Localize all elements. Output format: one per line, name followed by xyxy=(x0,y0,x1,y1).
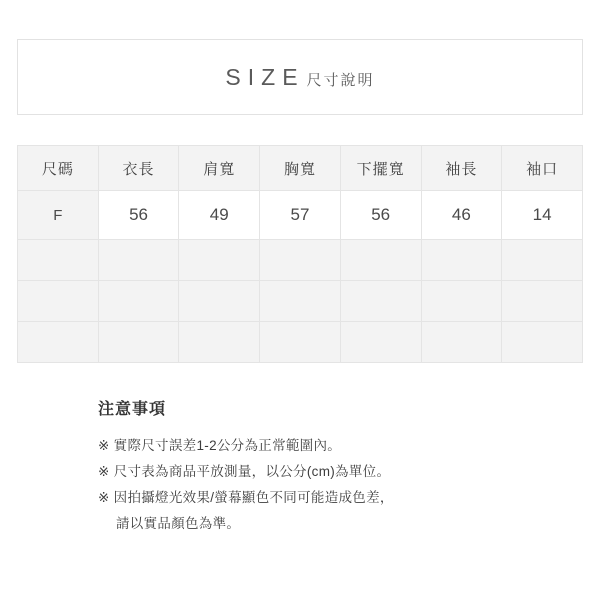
table-cell-empty xyxy=(260,281,341,322)
table-cell-empty xyxy=(340,281,421,322)
table-cell: 57 xyxy=(260,191,341,240)
table-cell-empty xyxy=(98,240,179,281)
table-cell-empty xyxy=(18,240,99,281)
table-header-cell: 肩寬 xyxy=(179,146,260,191)
size-table xyxy=(17,145,583,363)
table-header-cell: 下擺寬 xyxy=(340,146,421,191)
table-header-row xyxy=(18,146,583,191)
table-cell-empty xyxy=(98,281,179,322)
table-cell-empty xyxy=(260,322,341,363)
table-cell: 49 xyxy=(179,191,260,240)
table-cell-empty xyxy=(260,240,341,281)
note-line: ※ 因拍攝燈光效果/螢幕顯色不同可能造成色差， xyxy=(98,490,394,505)
table-header-cell: 袖口 xyxy=(502,146,583,191)
table-cell-empty xyxy=(421,281,502,322)
table-cell-empty xyxy=(340,240,421,281)
notes-title: 注意事項 xyxy=(98,401,167,418)
table-header-cell: 袖長 xyxy=(421,146,502,191)
table-header-cell: 尺碼 xyxy=(18,146,99,191)
table-cell-empty xyxy=(98,322,179,363)
note-line: ※ 尺寸表為商品平放測量，以公分(cm)為單位。 xyxy=(98,464,391,479)
table-cell-empty xyxy=(421,322,502,363)
table-header-cell: 胸寬 xyxy=(260,146,341,191)
table-cell-empty xyxy=(502,240,583,281)
table-cell-empty xyxy=(18,322,99,363)
table-cell-empty xyxy=(502,281,583,322)
size-title-zh: 尺寸說明 xyxy=(306,71,375,89)
size-title-band xyxy=(17,39,583,115)
table-cell-empty xyxy=(421,240,502,281)
table-cell-size: F xyxy=(18,191,99,240)
table-cell-empty xyxy=(340,322,421,363)
table-cell-empty xyxy=(179,322,260,363)
table-row xyxy=(18,191,583,240)
table-cell: 14 xyxy=(502,191,583,240)
table-cell: 46 xyxy=(421,191,502,240)
note-line: ※ 實際尺寸誤差1-2公分為正常範圍內。 xyxy=(98,438,342,453)
notes-section xyxy=(98,396,518,537)
table-cell-empty xyxy=(18,281,99,322)
table-cell-empty xyxy=(179,240,260,281)
table-row-empty xyxy=(18,240,583,281)
table-cell-empty xyxy=(179,281,260,322)
note-line: 請以實品顏色為準。 xyxy=(116,516,241,531)
size-title-en: SIZE xyxy=(225,63,305,90)
table-cell: 56 xyxy=(98,191,179,240)
table-cell: 56 xyxy=(340,191,421,240)
table-row-empty xyxy=(18,322,583,363)
table-header-cell: 衣長 xyxy=(98,146,179,191)
table-cell-empty xyxy=(502,322,583,363)
table-row-empty xyxy=(18,281,583,322)
size-title xyxy=(225,64,374,91)
